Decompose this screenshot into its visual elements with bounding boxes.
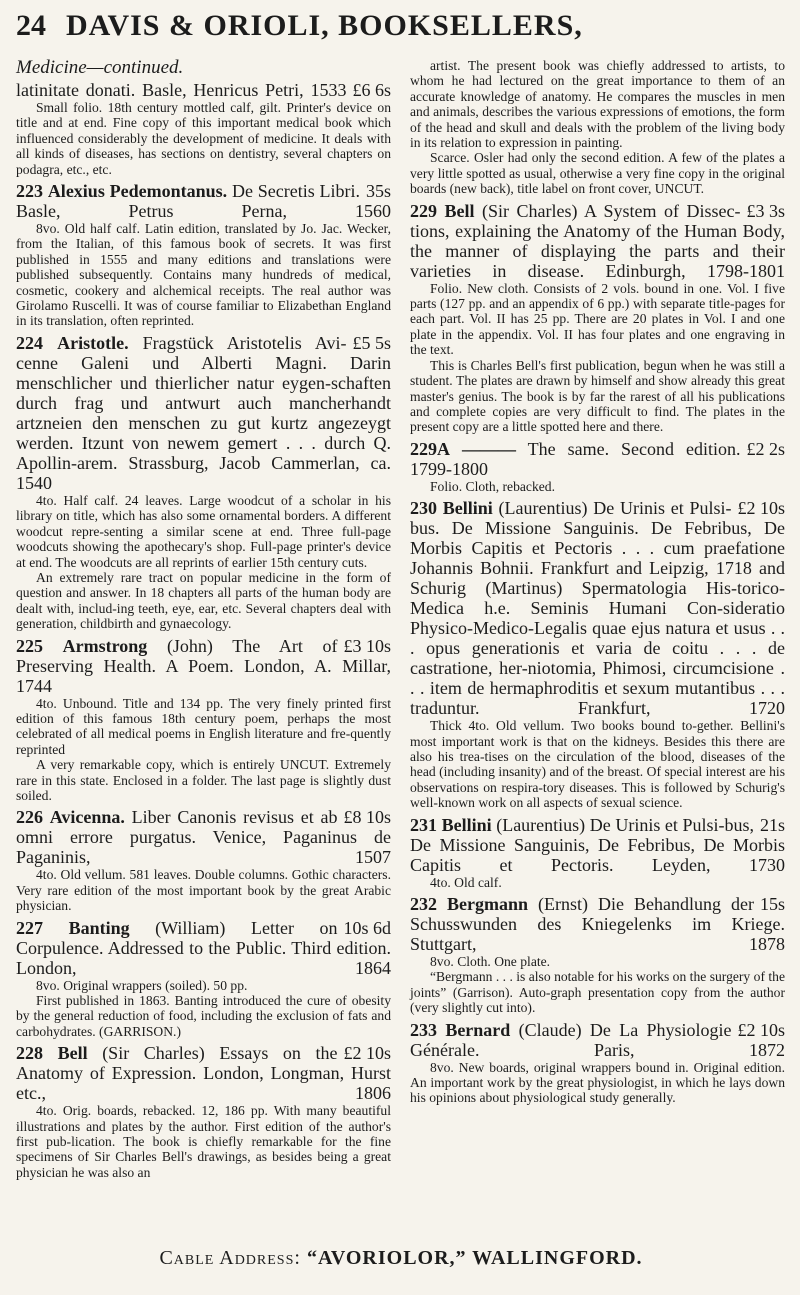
entry-title: De Urinis et Pulsi-bus. De Missione Sanguinis. De Febribus, De Morbis Capitis et Pectoris . . . cum praefatione Johannis Bohnii. Frankfurt and Leipzig, 1718 and Schurig (Martinus) Spermatologia His-torico-Medica h.e. Seminis Humani Con-sideratio Physico-Medico-Legalis quae ejus natura et usus . . . opus generationis et varia de coitu . . . de castratione, her-niotomia, Phimosi, circumcisione . . . item de hermaphroditis et sexum mutantibus . . . traduntur. Frankfurt, 1720 bbox=[410, 498, 785, 719]
entry-price: £6 6s bbox=[352, 80, 391, 100]
entry-description: 8vo. New boards, original wrappers bound in. Original edition. An important work by the great physiologist, in which he lays down his opinions about physiological study generally. bbox=[410, 1059, 785, 1106]
entry-price: £3 3s bbox=[746, 200, 785, 221]
page-number: 24 bbox=[16, 9, 46, 42]
entry-title: Die Behandlung der Schusswunden des Kniegelenks im Kriege. Stuttgart, 1878 bbox=[410, 893, 785, 954]
entry-heading bbox=[16, 807, 391, 867]
entry-description: 4to. Unbound. Title and 134 pp. The very finely printed first edition of this famous 18th century poem, perhaps the most celebrated of all medical poems in English literature and fre-quently reprinted bbox=[16, 695, 391, 757]
entry-author-detail: (William) bbox=[155, 917, 226, 938]
entry-author: ——— bbox=[461, 438, 516, 459]
entry-price: £2 10s bbox=[737, 498, 785, 519]
entry-author: Bellini bbox=[442, 498, 493, 519]
left-column bbox=[16, 58, 391, 1184]
entry-description: artist. The present book was chiefly addressed to artists, to whom he had lectured on the great importance to them of an accurate knowledge of anatomy. He compares the muscles in men and animals, describes the various expressions of emotions, the form of the head and skull and deals with the problem of the living body in its relation to expression in painting. bbox=[410, 58, 785, 151]
entry-author: Bellini bbox=[441, 814, 492, 835]
entry-number: 227 bbox=[16, 917, 43, 938]
entry-author: Avicenna. bbox=[49, 807, 125, 828]
entry-description: 4to. Half calf. 24 leaves. Large woodcut of a scholar in his library on title, which has also some ornamental borders. A different woodcut repre-senting a similar scene at end. Three full-page woodcuts showing the apothecary's shop. Full-page printer's device at end. The woodcuts are all reprints of earlier 15th century cuts. bbox=[16, 492, 391, 570]
entry-author-detail: (Laurentius) bbox=[496, 814, 586, 835]
entry-number: 229 bbox=[410, 200, 437, 221]
entry-heading bbox=[410, 815, 785, 875]
entry-heading bbox=[410, 1020, 785, 1060]
entry-description: Small folio. 18th century mottled calf, gilt. Printer's device on title and at end. Fine copy of this important medical book which influenced considerably the development of medicine. It deals with all kinds of diseases, has sections on dentistry, several chapters on podagra, etc., etc. bbox=[16, 100, 391, 177]
entry-number: 224 bbox=[16, 332, 43, 353]
catalogue-entry bbox=[16, 1043, 391, 1180]
page-header bbox=[16, 6, 786, 46]
entry-number: 226 bbox=[16, 807, 43, 828]
catalogue-entry bbox=[410, 894, 785, 1016]
entry-title: De Secretis Libri. Basle, Petrus Perna, 1560 bbox=[16, 181, 391, 222]
entry-title: latinitate donati. Basle, Henricus Petri, 1533 bbox=[16, 80, 347, 100]
entry-number: 229A bbox=[410, 438, 450, 459]
catalogue-entry bbox=[410, 201, 785, 435]
catalogue-entry bbox=[16, 181, 391, 329]
entry-description: A very remarkable copy, which is entirely UNCUT. Extremely rare in this state. Enclosed in a folder. The last page is slightly dust soiled. bbox=[16, 757, 391, 803]
catalogue-entry bbox=[16, 333, 391, 632]
catalogue-entry bbox=[16, 807, 391, 913]
catalogue-entry bbox=[16, 636, 391, 804]
entry-author: Alexius Pedemontanus. bbox=[47, 181, 228, 202]
entry-author-detail: (Sir Charles) bbox=[482, 200, 578, 221]
entry-heading bbox=[16, 181, 391, 221]
entry-author-detail: (John) bbox=[166, 635, 213, 656]
entry-number: 233 bbox=[410, 1019, 437, 1040]
entry-author: Banting bbox=[68, 917, 130, 938]
catalogue-entry bbox=[410, 1020, 785, 1106]
catalogue-entry bbox=[410, 58, 785, 197]
entry-number: 225 bbox=[16, 635, 43, 656]
entry-heading bbox=[16, 333, 391, 493]
entry-price: £2 10s bbox=[343, 1043, 391, 1064]
entry-description: Thick 4to. Old vellum. Two books bound to-gether. Bellini's most important work is that on the kidneys. Besides this there are also his trea-tises on the circulation of the blood, diseases of the head (including insanity) and of the breast. Of special interest are his observations on respira-tory diseases. This is followed by Schurig's well-known work on all aspects of sexual science. bbox=[410, 718, 785, 811]
entry-price: 21s bbox=[759, 814, 785, 835]
entry-price: 10s 6d bbox=[343, 917, 391, 938]
entry-heading bbox=[410, 894, 785, 954]
entry-description: An extremely rare tract on popular medicine in the form of question and answer. In 18 chapters all parts of the human body are dealt with, includ-ing teeth, eye, ear, etc. Several chapters deal with generation, childbirth and gynaecology. bbox=[16, 569, 391, 632]
right-column bbox=[410, 58, 785, 1110]
running-head: DAVIS & ORIOLI, BOOKSELLERS, bbox=[66, 9, 583, 42]
entry-title: Letter on Corpulence. Addressed to the Public. Third edition. London, 1864 bbox=[16, 917, 391, 978]
entry-description: First published in 1863. Banting introduced the cure of obesity by the general reduction of food, including the exclusion of fats and carbohydrates. (GARRISON.) bbox=[16, 993, 391, 1039]
entry-number: 231 bbox=[410, 814, 437, 835]
entry-title: De Urinis et Pulsi-bus, De Missione Sanguinis, De Febribus, De Morbis Capitis et Pectoris. Leyden, 1730 bbox=[410, 814, 785, 875]
entry-heading bbox=[16, 918, 391, 978]
entry-author-detail: (Claude) bbox=[518, 1019, 582, 1040]
entry-description: 8vo. Original wrappers (soiled). 50 pp. bbox=[36, 977, 248, 993]
entry-price: £3 10s bbox=[343, 635, 391, 656]
catalogue-entry bbox=[410, 498, 785, 810]
entry-number: 223 bbox=[16, 181, 43, 202]
cable-address-value: “AVORIOLOR,” WALLINGFORD. bbox=[306, 1247, 643, 1269]
entry-title: A System of Dissec-tions, explaining the Anatomy of the Human Body, the manner of displaying the parts and their varieties in disease. Edinburgh, 1798-1801 bbox=[410, 200, 785, 281]
entry-author-detail: (Ernst) bbox=[538, 893, 589, 914]
catalogue-entry bbox=[410, 815, 785, 890]
entry-title: Essays on the Anatomy of Expression. London, Longman, Hurst etc., 1806 bbox=[16, 1043, 391, 1104]
entry-price: £5 5s bbox=[352, 332, 391, 353]
entry-author: Bernard bbox=[445, 1019, 511, 1040]
catalogue-entry bbox=[410, 439, 785, 494]
entry-author: Bell bbox=[57, 1043, 88, 1064]
entry-description: 4to. Old calf. bbox=[430, 874, 502, 890]
entry-description: 8vo. Old half calf. Latin edition, translated by Jo. Jac. Wecker, from the Italian, of this famous book of secrets. It was first published in 1555 and many editions and translations were published subsequently. Contains many hundreds of medical, cosmetic, cookery and alchemical receipts. The real author was Girolamo Ruscelli. It was of course familiar to Elizabethan England in its translation, often reprinted. bbox=[16, 221, 391, 329]
entry-price: £8 10s bbox=[343, 807, 391, 828]
entry-author: Aristotle. bbox=[57, 332, 129, 353]
entry-title: The same. Second edition. 1799-1800 bbox=[410, 438, 741, 479]
entry-description: Folio. New cloth. Consists of 2 vols. bound in one. Vol. I five parts (127 pp. and an appendix of 6 pp.) with separate title-pages for each part. Vol. II has 25 pp. There are 20 plates in Vol. I and one plate in the appendix. Vol. II has four plates and one engraving in the text. bbox=[410, 280, 785, 358]
entry-description: “Bergmann . . . is also notable for his works on the surgery of the joints” (Garrison). Auto-graph presentation copy from the author (very slightly cut into). bbox=[410, 969, 785, 1016]
entry-price: 35s bbox=[365, 181, 391, 202]
entry-heading bbox=[16, 80, 391, 100]
entry-heading bbox=[16, 636, 391, 696]
entry-author: Armstrong bbox=[62, 635, 148, 656]
entry-author-detail: (Sir Charles) bbox=[102, 1043, 205, 1064]
entry-number: 228 bbox=[16, 1043, 43, 1064]
entry-title: Fragstück Aristotelis Avi-cenne Galeni und Alberti Magni. Darin menschlicher und thierlicher natur eygen-schaften durch frag und antwurt auch mancherhandt artzneien den menschen zu gut kurtz angezeygt werden. Itzunt von newem gemert . . . durch Q. Apollin-arem. Strassburg, Jacob Cammerlan, ca. 1540 bbox=[16, 332, 391, 493]
entry-heading bbox=[410, 201, 785, 281]
entry-description: Scarce. Osler had only the second edition. A few of the plates a very little spotted as usual, otherwise a very fine copy in the original boards (new back), title label on front cover, UNCUT. bbox=[410, 150, 785, 197]
entry-number: 232 bbox=[410, 893, 437, 914]
entry-price: 15s bbox=[759, 893, 785, 914]
entry-author: Bell bbox=[444, 200, 475, 221]
entry-heading bbox=[410, 498, 785, 718]
entry-title: Liber Canonis revisus et ab omni errore purgatus. Venice, Paganinus de Paganinis, 1507 bbox=[16, 807, 391, 868]
section-heading: Medicine—continued. bbox=[16, 57, 184, 78]
catalogue-entry bbox=[16, 80, 391, 177]
entry-description: 4to. Old vellum. 581 leaves. Double columns. Gothic characters. Very rare edition of the most important book by the great Arabic physician. bbox=[16, 867, 391, 914]
cable-address-label: Cable Address: bbox=[159, 1247, 301, 1269]
entry-heading bbox=[410, 439, 785, 479]
entry-description: Folio. Cloth, rebacked. bbox=[430, 478, 555, 494]
entry-number: 230 bbox=[410, 498, 437, 519]
entry-price: £2 10s bbox=[737, 1019, 785, 1040]
entry-description: 8vo. Cloth. One plate. bbox=[430, 953, 551, 969]
entry-title: De La Physiologie Générale. Paris, 1872 bbox=[410, 1019, 785, 1060]
entry-price: £2 2s bbox=[746, 438, 785, 459]
entry-description: This is Charles Bell's first publication, begun when he was still a student. The plates are drawn by himself and show already this great master's genius. The book is by far the rarest of all his publications and complete copies are very difficult to find. The plates in the present copy are a little spotted here and there. bbox=[410, 357, 785, 435]
entry-title: The Art of Preserving Health. A Poem. London, A. Millar, 1744 bbox=[16, 635, 391, 696]
entry-heading bbox=[16, 1043, 391, 1103]
entry-author: Bergmann bbox=[447, 893, 529, 914]
entry-author-detail: (Laurentius) bbox=[498, 498, 588, 519]
entry-description: 4to. Orig. boards, rebacked. 12, 186 pp. With many beautiful illustrations and plates by the author. First edition of the author's first pub-lication. The book is chiefly remarkable for the fine specimens of Sir Charles Bell's drawings, as besides being a great physician he was also an bbox=[16, 1103, 391, 1180]
page-footer bbox=[16, 1247, 786, 1277]
catalogue-entry bbox=[16, 918, 391, 1040]
